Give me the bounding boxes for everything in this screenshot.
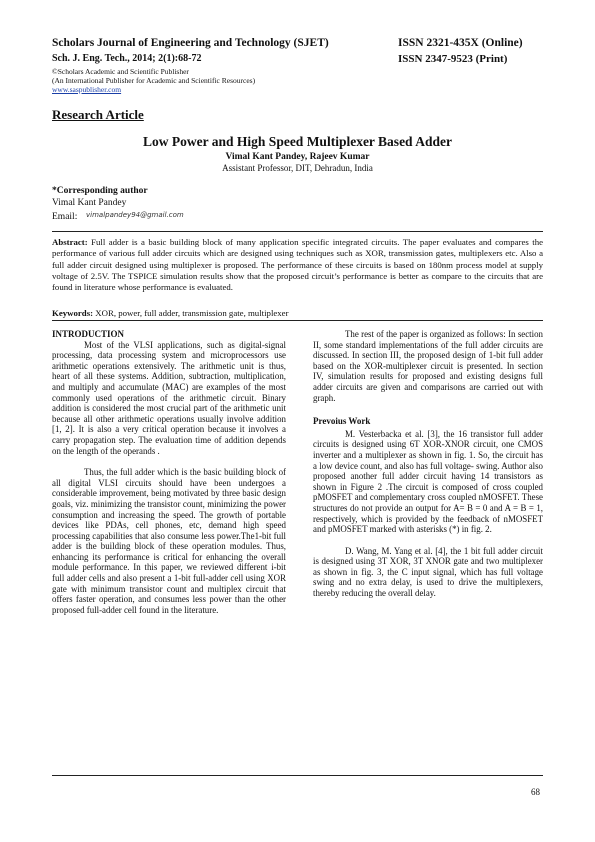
keywords-text: XOR, power, full adder, transmission gate, multiplexer <box>93 308 289 318</box>
abstract-bottom-rule <box>52 320 543 321</box>
keywords <box>52 308 543 318</box>
previous-work-paragraph-2: D. Wang, M. Yang et al. [4], the 1 bit full adder circuit is designed using 3T XOR, 3T XNOR gate and two multiplexer as shown in fig. 3, the C input signal, which has full voltage swing and no extra delay, is used to drive the multiplexers, thereby reducing the overall delay. <box>313 545 543 599</box>
footer-rule <box>52 775 543 776</box>
previous-work-paragraph-1: M. Vesterbacka et al. [3], the 16 transistor full adder circuits is designed using 6T XOR-XNOR circuit, one CMOS inverter and a multiplexer as shown in fig. 1. So, the circuit has a low device count, and also has full voltage- swing. Author also proposed another full adder circuit having 14 transistors as shown in Figure 2 .The circuit is composed of cross coupled pMOSFET and complementary cross coupled nMOSFET. These structures do not provide an output for A= B = 0 and A = B = 1, respectively, which is provided by the feedback of nMOSFET and pMOSFET marked with asterisks (*) in fig. 2. <box>313 428 543 535</box>
introduction-paragraph-1: Most of the VLSI applications, such as digital-signal processing, data processing system and microprocessors use arithmetic operations extensively. The arithmetic unit is thus, heart of all these systems. Addition, subtraction, multiplication, and multiply and accumulate (MAC) are examples of the most commonly used operations of the arithmetic circuit. Binary addition is considered the most crucial part of the arithmetic unit because all other arithmetic operations usually involve addition [1, 2]. It is also a very critical operation because it involves a carry propagation step. The evaluation time of addition depends on the length of the operands . <box>52 339 286 456</box>
page-number: 68 <box>531 787 540 797</box>
corresponding-author-heading: *Corresponding author <box>52 186 148 196</box>
article-type: Research Article <box>52 107 144 122</box>
previous-work-heading: Prevoius Work <box>313 416 371 427</box>
keywords-label: Keywords: <box>52 308 94 318</box>
email-label: Email: <box>52 212 78 222</box>
right-column <box>313 329 543 599</box>
paper-title: Low Power and High Speed Multiplexer Based Adder <box>143 134 452 149</box>
author-affiliation: Assistant Professor, DIT, Dehradun, India <box>222 163 373 173</box>
abstract <box>52 237 543 293</box>
abstract-text: Full adder is a basic building block of many application specific integrated circuits. The paper evaluates and compares the performance of various full adder circuits which are designed using techniques such as XOR, transmission gates, multiplexers etc. Also a full adder circuit designed using multiplexer is proposed. The performance of these circuits is based on 180nm process model at supply voltage of 2.5V. The TSPICE simulation results show that the proposed circuit’s performance is better as compare to the circuits that are found in literature whose performance is evaluated. <box>52 237 543 293</box>
issn-online: ISSN 2321-435X (Online) <box>398 37 523 49</box>
issn-print: ISSN 2347-9523 (Print) <box>398 53 508 65</box>
publisher-link[interactable]: www.saspublisher.com <box>52 85 122 94</box>
left-column <box>52 329 286 615</box>
journal-title: Scholars Journal of Engineering and Technology (SJET) <box>52 37 329 49</box>
author-list: Vimal Kant Pandey, Rajeev Kumar <box>225 152 370 162</box>
journal-citation: Sch. J. Eng. Tech., 2014; 2(1):68-72 <box>52 53 202 64</box>
introduction-paragraph-2: Thus, the full adder which is the basic building block of all digital VLSI circuits should have been undergoes a considerable improvement, being motivated by three basic design goals, viz. minimizing the transistor count, minimizing the power consumption and increasing the speed. The growth of portable devices like PDAs, cell phones, etc, demand high speed processing capabilities that also consume less power.The1-bit full adder is the building block of these operation modules. Thus, enhancing its performance is critical for enhancing the overall module performance. In this paper, we reviewed different i-bit full adder cells and also present a 1-bit full-adder cell using XOR gate with minimum transistor count and multiplex circuit that offers faster operation, and consumes less power than the other proposed full-adder cell found in the literature. <box>52 467 286 615</box>
abstract-top-rule <box>52 231 543 232</box>
publisher-line: ©Scholars Academic and Scientific Publisher <box>52 67 189 76</box>
publisher-description: (An International Publisher for Academic and Scientific Resources) <box>52 76 256 85</box>
organization-paragraph: The rest of the paper is organized as follows: In section II, some standard implementations of the full adder circuits are discussed. In section III, the proposed design of 1-bit full adder based on the XOR-multiplexer circuit is presented. In section IV, simulation results for proposed and existing designs full adder circuits are given and comparisons are carried out with graph. <box>313 329 543 403</box>
abstract-label: Abstract: <box>52 237 88 247</box>
email-address-text: vimalpandey94@gmail.com <box>86 211 184 219</box>
email-address-image <box>84 207 204 221</box>
corresponding-author-name: Vimal Kant Pandey <box>52 198 127 208</box>
introduction-heading: INTRODUCTION <box>52 329 125 339</box>
